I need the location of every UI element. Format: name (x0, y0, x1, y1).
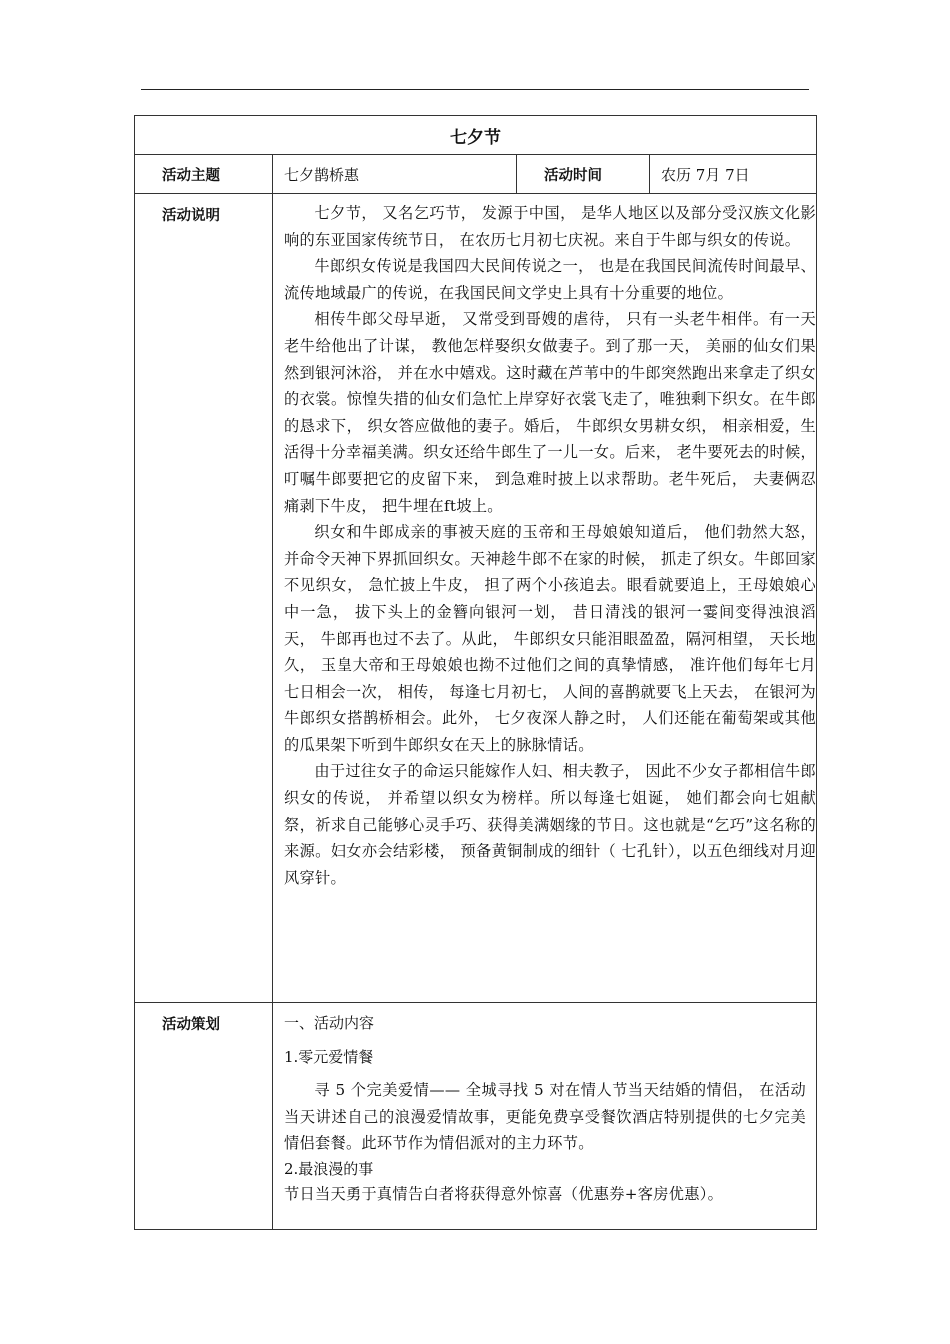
header-rule (141, 89, 809, 90)
plan-section-heading: 一、活动内容 (284, 1014, 375, 1032)
description-label: 活动说明 (135, 194, 273, 1003)
plan-item-text: 节日当天勇于真情告白者将获得意外惊喜（优惠券+客房优惠）。 (284, 1184, 724, 1203)
description-paragraph: 织女和牛郎成亲的事被天庭的玉帝和王母娘娘知道后， 他们勃然大怒， 并命令天神下界抓回织女。天神趁牛郎不在家的时候， 抓走了织女。牛郎回家不见织女， 急忙披上牛皮， 担了两个小孩追去。眼看就要追上，王母娘娘心中一急， 拔下头上的金簪向银河一划， 昔日清浅的银河一霎间变得浊浪滔天， 牛郎再也过不去了。从此， 牛郎织女只能泪眼盈盈，隔河相望， 天长地久， 玉皇大帝和王母娘娘也拗不过他们之间的真挚情感， 准许他们每年七月七日相会一次， 相传， 每逢七月初七， 人间的喜鹊就要飞上天去， 在银河为牛郎织女搭鹊桥相会。此外， 七夕夜深人静之时， 人们还能在葡萄架或其他的瓜果架下听到牛郎织女在天上的脉脉情话。 (284, 523, 816, 754)
plan-item-text: 寻 5 个完美爱情—— 全城寻找 5 对在情人节当天结婚的情侣， 在活动当天讲述自己的浪漫爱情故事，更能免费享受餐饮酒店特别提供的七夕完美情侣套餐。此环节作为情侣派对的主力环节。 (284, 1081, 806, 1152)
theme-value: 七夕鹊桥惠 (273, 155, 517, 194)
description-paragraph: 相传牛郎父母早逝， 又常受到哥嫂的虐待， 只有一头老牛相伴。有一天老牛给他出了计谋， 教他怎样娶织女做妻子。到了那一天， 美丽的仙女们果然到银河沐浴， 并在水中嬉戏。这时藏在芦苇中的牛郎突然跑出来拿走了织女的衣裳。惊惶失措的仙女们急忙上岸穿好衣裳飞走了，唯独剩下织女。在牛郎的恳求下， 织女答应做他的妻子。婚后， 牛郎织女男耕女织， 相亲相爱，生活得十分幸福美满。织女还给牛郎生了一儿一女。后来， 老牛要死去的时候， 叮嘱牛郎要把它的皮留下来， 到急难时披上以求帮助。老牛死后， 夫妻俩忍痛剥下牛皮， 把牛埋在ft坡上。 (284, 310, 816, 515)
description-paragraph: 七夕节， 又名乞巧节， 发源于中国， 是华人地区以及部分受汉族文化影响的东亚国家传统节日， 在农历七月初七庆祝。来自于牛郎与织女的传说。 (284, 204, 816, 249)
description-paragraph: 牛郎织女传说是我国四大民间传说之一， 也是在我国民间流传时间最早、流传地域最广的传说，在我国民间文学史上具有十分重要的地位。 (284, 257, 816, 302)
description-content (273, 194, 817, 1003)
plan-item-title: 1.零元爱情餐 (284, 1048, 374, 1066)
plan-content (273, 1003, 817, 1230)
table-title: 七夕节 (135, 116, 817, 155)
time-value: 农历 7月 7日 (650, 155, 817, 194)
plan-item-title: 2.最浪漫的事 (284, 1159, 374, 1178)
theme-label: 活动主题 (135, 155, 273, 194)
time-label: 活动时间 (517, 155, 650, 194)
description-paragraph: 由于过往女子的命运只能嫁作人妇、相夫教子， 因此不少女子都相信牛郎织女的传说， 并希望以织女为榜样。所以每逢七姐诞， 她们都会向七姐献祭，祈求自己能够心灵手巧、获得美满姻缘的节日。这也就是“乞巧”这名称的来源。妇女亦会结彩楼， 预备黄铜制成的细针（ 七孔针），以五色细线对月迎风穿针。 (284, 762, 816, 887)
activity-table (134, 115, 817, 1230)
plan-label: 活动策划 (135, 1003, 273, 1230)
